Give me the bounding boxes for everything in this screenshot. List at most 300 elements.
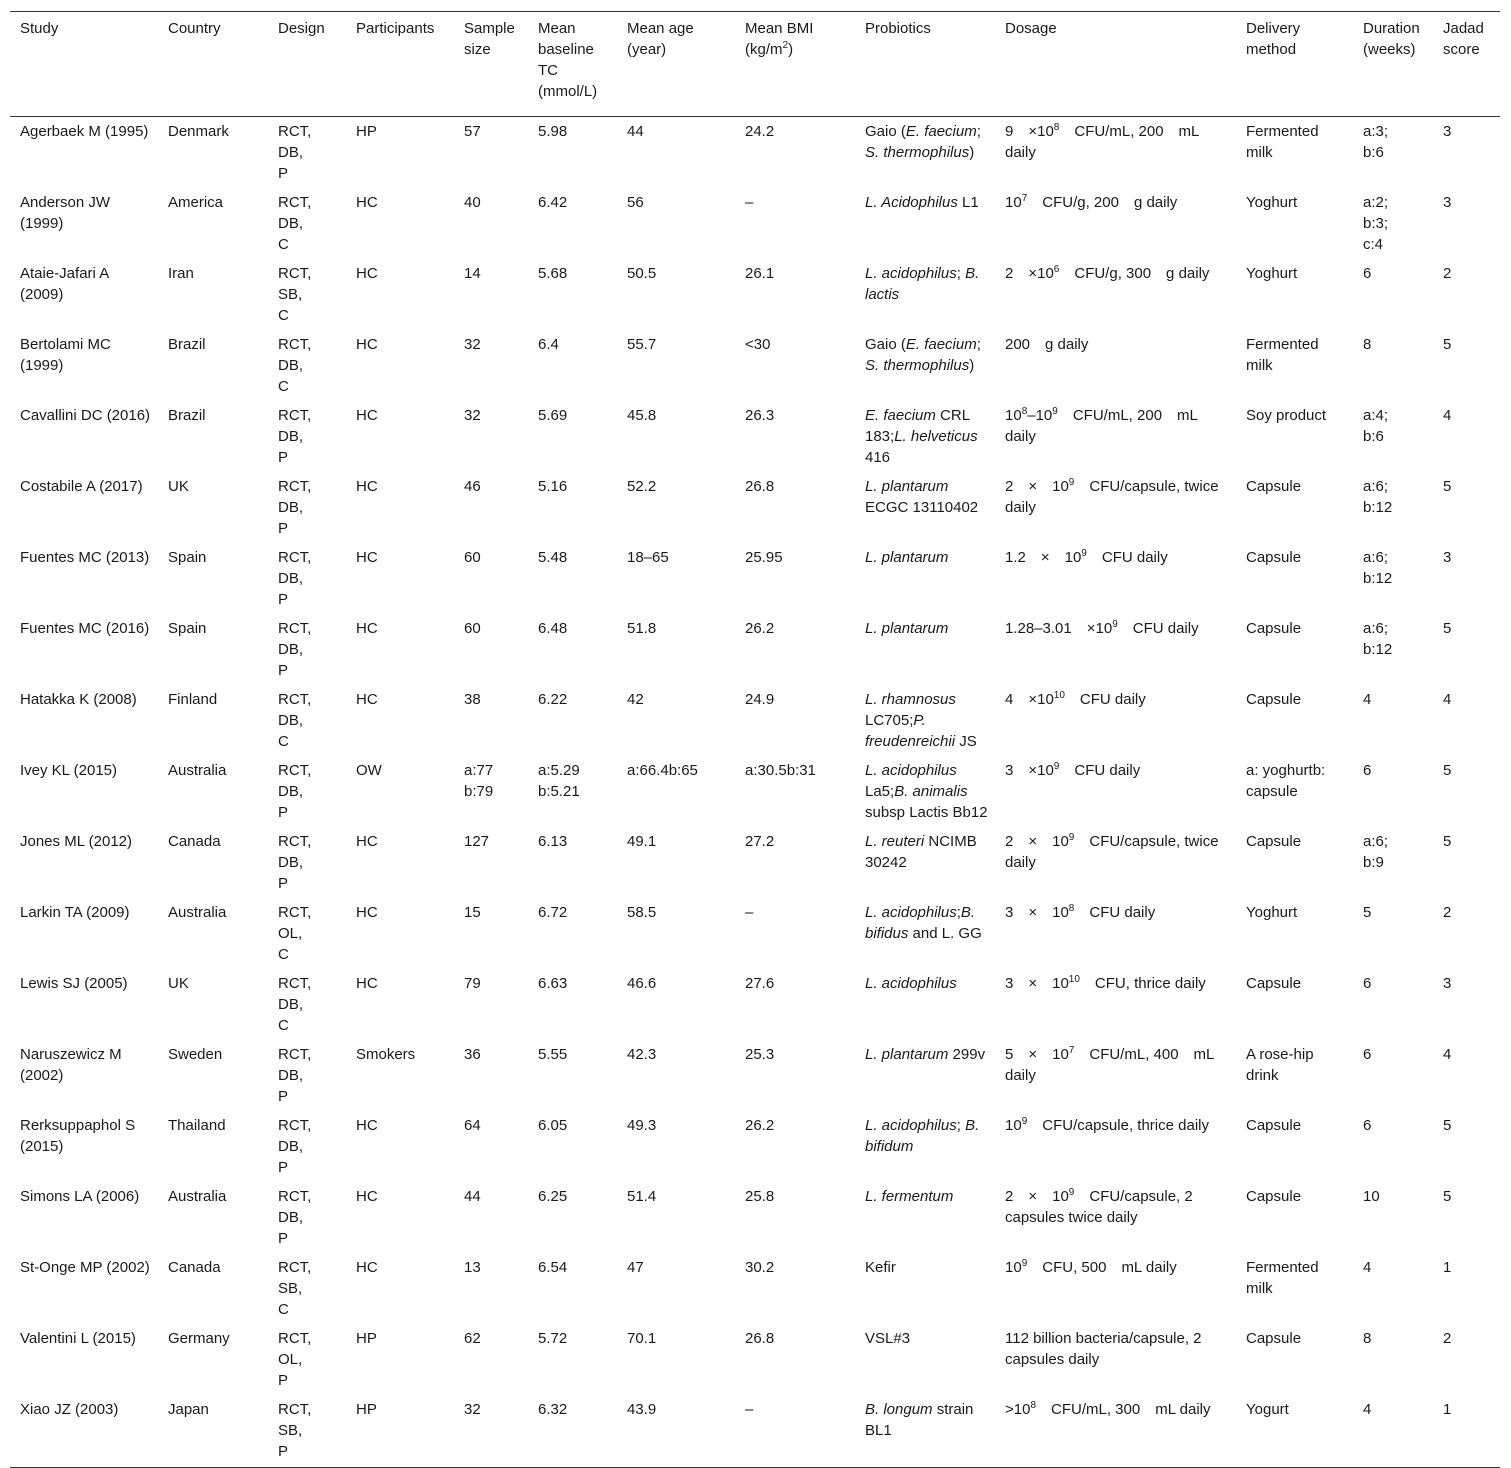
cell-design bbox=[268, 189, 346, 260]
design-line: OL, bbox=[278, 1351, 303, 1368]
cell-participants: HC bbox=[356, 975, 378, 992]
dosage-segment: CFU daily bbox=[1059, 762, 1141, 779]
cell-participants: HC bbox=[356, 265, 378, 282]
design-line: P bbox=[278, 875, 289, 892]
duration-line: 6 bbox=[1363, 265, 1372, 282]
cell-participants: HC bbox=[356, 336, 378, 353]
baseline_tc-line: b:5.21 bbox=[538, 783, 580, 800]
cell-study: Hatakka K (2008) bbox=[20, 691, 137, 708]
dosage-segment: 9 bbox=[1068, 832, 1075, 843]
duration-line: 4 bbox=[1363, 1259, 1372, 1276]
dosage-segment: 10 bbox=[1053, 690, 1065, 701]
cell-mean-bmi: 26.8 bbox=[745, 1330, 775, 1347]
dosage-segment: 4 ×10 bbox=[1005, 691, 1054, 708]
dosage-segment: 1.28–3.01 ×10 bbox=[1005, 620, 1113, 637]
cell-baseline-tc: 5.72 bbox=[538, 1330, 568, 1347]
cell-participants: HC bbox=[356, 833, 378, 850]
cell-mean-bmi: 26.2 bbox=[745, 1117, 775, 1134]
design-line: RCT, bbox=[278, 1401, 312, 1418]
duration-line: b:12 bbox=[1363, 641, 1393, 658]
dosage-segment: 5 × 10 bbox=[1005, 1046, 1069, 1063]
cell-participants: HC bbox=[356, 904, 378, 921]
dosage-segment: 2 × 10 bbox=[1005, 833, 1069, 850]
table-row bbox=[10, 1112, 1500, 1183]
cell-duration bbox=[1353, 402, 1433, 473]
probiotics-segment: L. plantarum bbox=[865, 1046, 949, 1063]
probiotics-segment: CRL 183; bbox=[865, 407, 970, 445]
cell-study: Naruszewicz M (2002) bbox=[20, 1046, 122, 1084]
dosage-segment: CFU/mL, 200 mL daily bbox=[1005, 407, 1198, 445]
cell-design bbox=[268, 1112, 346, 1183]
cell-mean-bmi: a:30.5b:31 bbox=[745, 762, 816, 779]
table-row bbox=[10, 757, 1500, 828]
probiotics-segment: L. acidophilus bbox=[865, 904, 957, 921]
dosage-segment: 10 bbox=[1005, 194, 1022, 211]
header-probiotics: Probiotics bbox=[865, 20, 931, 37]
cell-sample-size: 79 bbox=[464, 975, 481, 992]
dosage-segment: 9 bbox=[1053, 761, 1060, 772]
duration-line: 8 bbox=[1363, 336, 1372, 353]
duration-line: 4 bbox=[1363, 1401, 1372, 1418]
probiotics-segment: L. acidophilus bbox=[865, 762, 957, 779]
dosage-segment: CFU/mL, 300 mL daily bbox=[1036, 1401, 1211, 1418]
cell-sample-size: 44 bbox=[464, 1188, 481, 1205]
dosage-segment: 7 bbox=[1021, 193, 1028, 204]
cell-probiotics bbox=[855, 1041, 995, 1112]
cell-duration bbox=[1353, 1183, 1433, 1254]
cell-design bbox=[268, 686, 346, 757]
cell-jadad: 3 bbox=[1443, 975, 1452, 992]
dosage-segment: 9 bbox=[1112, 619, 1118, 630]
cell-sample-size: 32 bbox=[464, 336, 481, 353]
design-line: RCT, bbox=[278, 1330, 312, 1347]
dosage-segment: CFU daily bbox=[1074, 904, 1156, 921]
cell-design bbox=[268, 970, 346, 1041]
sample_size-line: b:79 bbox=[464, 783, 494, 800]
cell-study: Valentini L (2015) bbox=[20, 1330, 136, 1347]
dosage-segment: –10 bbox=[1027, 407, 1053, 424]
cell-dosage bbox=[995, 828, 1236, 899]
probiotics-segment: E. faecium bbox=[905, 336, 977, 353]
probiotics-segment: B. longum bbox=[865, 1401, 933, 1418]
cell-mean-age: 49.1 bbox=[627, 833, 657, 850]
design-line: SB, bbox=[278, 1280, 303, 1297]
cell-design bbox=[268, 260, 346, 331]
design-line: DB, bbox=[278, 144, 304, 161]
cell-participants: HC bbox=[356, 1188, 378, 1205]
dosage-segment: CFU daily bbox=[1064, 691, 1146, 708]
cell-sample-size: 40 bbox=[464, 194, 481, 211]
probiotics-segment: B. bifidum bbox=[865, 1117, 980, 1155]
probiotics-segment: L. acidophilus bbox=[865, 975, 957, 992]
cell-study: Bertolami MC (1999) bbox=[20, 336, 111, 374]
probiotics-segment: subsp Lactis Bb12 bbox=[865, 804, 988, 821]
cell-design bbox=[268, 331, 346, 402]
dosage-segment: CFU/g, 300 g daily bbox=[1059, 265, 1210, 282]
cell-country: America bbox=[168, 194, 224, 211]
table-row bbox=[10, 1254, 1500, 1325]
cell-jadad: 4 bbox=[1443, 407, 1452, 424]
dosage-segment: 9 bbox=[1021, 1258, 1028, 1269]
cell-delivery: Capsule bbox=[1246, 549, 1302, 566]
cell-jadad: 2 bbox=[1443, 904, 1452, 921]
dosage-segment: CFU/capsule, 2 capsules twice daily bbox=[1005, 1188, 1193, 1226]
table-header bbox=[10, 12, 1500, 117]
dosage-segment: CFU, 500 mL daily bbox=[1027, 1259, 1177, 1276]
duration-line: a:6; bbox=[1363, 478, 1389, 495]
cell-delivery: Capsule bbox=[1246, 691, 1302, 708]
cell-baseline-tc: 6.05 bbox=[538, 1117, 568, 1134]
cell-dosage bbox=[995, 757, 1236, 828]
cell-mean-bmi: – bbox=[745, 194, 754, 211]
table-row bbox=[10, 473, 1500, 544]
probiotics-segment: 299v bbox=[948, 1046, 986, 1063]
duration-line: 6 bbox=[1363, 762, 1372, 779]
design-line: DB, bbox=[278, 499, 304, 516]
duration-line: b:6 bbox=[1363, 144, 1384, 161]
probiotics-segment: VSL#3 bbox=[865, 1330, 911, 1347]
design-line: RCT, bbox=[278, 478, 312, 495]
cell-baseline-tc: 6.25 bbox=[538, 1188, 568, 1205]
dosage-segment: 9 bbox=[1052, 406, 1058, 417]
cell-baseline-tc: 6.32 bbox=[538, 1401, 568, 1418]
design-line: DB, bbox=[278, 783, 304, 800]
design-line: P bbox=[278, 1088, 289, 1105]
cell-sample-size: 14 bbox=[464, 265, 481, 282]
design-line: C bbox=[278, 236, 289, 253]
cell-country: Australia bbox=[168, 762, 227, 779]
cell-jadad: 4 bbox=[1443, 1046, 1452, 1063]
cell-study: Rerksuppaphol S (2015) bbox=[20, 1117, 136, 1155]
cell-country: Denmark bbox=[168, 123, 229, 140]
cell-mean-bmi: 30.2 bbox=[745, 1259, 775, 1276]
cell-sample-size: 62 bbox=[464, 1330, 481, 1347]
header-study: Study bbox=[20, 20, 59, 37]
cell-mean-age: 56 bbox=[627, 194, 644, 211]
cell-country: Canada bbox=[168, 833, 221, 850]
cell-mean-age: 44 bbox=[627, 123, 644, 140]
design-line: RCT, bbox=[278, 762, 312, 779]
cell-mean-bmi: 25.8 bbox=[745, 1188, 775, 1205]
table-row bbox=[10, 544, 1500, 615]
cell-probiotics bbox=[855, 1183, 995, 1254]
probiotics-segment: L1 bbox=[957, 194, 979, 211]
cell-delivery: A rose-hip drink bbox=[1246, 1046, 1314, 1084]
dosage-segment: 2 × 10 bbox=[1005, 478, 1069, 495]
cell-participants: HC bbox=[356, 1259, 378, 1276]
header-mean-bmi bbox=[735, 12, 855, 117]
header-baseline-tc: Mean baseline TC (mmol/L) bbox=[538, 20, 598, 100]
cell-probiotics bbox=[855, 1396, 995, 1468]
cell-mean-age: 55.7 bbox=[627, 336, 657, 353]
cell-probiotics bbox=[855, 1254, 995, 1325]
header-dosage: Dosage bbox=[1005, 20, 1057, 37]
cell-probiotics bbox=[855, 117, 995, 190]
cell-duration bbox=[1353, 1325, 1433, 1396]
cell-dosage bbox=[995, 402, 1236, 473]
duration-line: b:9 bbox=[1363, 854, 1384, 871]
probiotics-segment: L. helveticus bbox=[894, 428, 978, 445]
design-line: C bbox=[278, 733, 289, 750]
cell-dosage bbox=[995, 1041, 1236, 1112]
design-line: RCT, bbox=[278, 620, 312, 637]
duration-line: a:2; bbox=[1363, 194, 1389, 211]
cell-country: Spain bbox=[168, 620, 207, 637]
cell-dosage bbox=[995, 544, 1236, 615]
cell-sample-size: 127 bbox=[464, 833, 490, 850]
cell-jadad: 3 bbox=[1443, 549, 1452, 566]
table-row bbox=[10, 970, 1500, 1041]
design-line: RCT, bbox=[278, 904, 312, 921]
design-line: RCT, bbox=[278, 407, 312, 424]
design-line: C bbox=[278, 946, 289, 963]
dosage-segment: 10 bbox=[1005, 1259, 1022, 1276]
table-row bbox=[10, 260, 1500, 331]
cell-mean-age: 43.9 bbox=[627, 1401, 657, 1418]
design-line: RCT, bbox=[278, 1259, 312, 1276]
cell-country: Thailand bbox=[168, 1117, 226, 1134]
dosage-segment: 2 × 10 bbox=[1005, 1188, 1069, 1205]
dosage-segment: 3 × 10 bbox=[1005, 904, 1069, 921]
cell-country: Brazil bbox=[168, 336, 206, 353]
cell-duration bbox=[1353, 686, 1433, 757]
probiotics-segment: ) bbox=[969, 357, 975, 374]
cell-duration bbox=[1353, 970, 1433, 1041]
design-line: RCT, bbox=[278, 123, 312, 140]
cell-mean-bmi: 26.2 bbox=[745, 620, 775, 637]
design-line: C bbox=[278, 378, 289, 395]
table-row bbox=[10, 1396, 1500, 1468]
cell-participants: OW bbox=[356, 762, 382, 779]
cell-dosage bbox=[995, 970, 1236, 1041]
cell-jadad: 1 bbox=[1443, 1259, 1452, 1276]
table-body bbox=[10, 117, 1500, 1468]
design-line: P bbox=[278, 804, 289, 821]
cell-delivery: Fermented milk bbox=[1246, 123, 1319, 161]
cell-probiotics bbox=[855, 615, 995, 686]
probiotics-segment: B. animalis bbox=[894, 783, 968, 800]
design-line: RCT, bbox=[278, 691, 312, 708]
header-design: Design bbox=[278, 20, 325, 37]
cell-participants: HC bbox=[356, 478, 378, 495]
probiotics-segment: S. thermophilus bbox=[865, 357, 970, 374]
header-mean-age: Mean age (year) bbox=[627, 20, 694, 58]
probiotics-segment: B. bifidus bbox=[865, 904, 976, 942]
dosage-segment: 10 bbox=[1005, 407, 1022, 424]
cell-study: Agerbaek M (1995) bbox=[20, 123, 149, 140]
cell-country: Australia bbox=[168, 904, 227, 921]
cell-delivery: Capsule bbox=[1246, 1330, 1302, 1347]
cell-jadad: 5 bbox=[1443, 762, 1452, 779]
cell-probiotics bbox=[855, 473, 995, 544]
cell-delivery: Fermented milk bbox=[1246, 336, 1319, 374]
dosage-segment: CFU daily bbox=[1117, 620, 1199, 637]
dosage-segment: 112 billion bacteria/capsule, 2 capsules daily bbox=[1005, 1330, 1202, 1368]
cell-participants: HP bbox=[356, 123, 377, 140]
duration-line: b:12 bbox=[1363, 570, 1393, 587]
cell-mean-age: 70.1 bbox=[627, 1330, 657, 1347]
design-line: P bbox=[278, 449, 289, 466]
duration-line: a:6; bbox=[1363, 833, 1389, 850]
cell-baseline-tc: 5.69 bbox=[538, 407, 568, 424]
cell-delivery: Yoghurt bbox=[1246, 904, 1298, 921]
cell-duration bbox=[1353, 1396, 1433, 1468]
cell-duration bbox=[1353, 544, 1433, 615]
cell-jadad: 5 bbox=[1443, 620, 1452, 637]
cell-study: Fuentes MC (2016) bbox=[20, 620, 150, 637]
dosage-segment: >10 bbox=[1005, 1401, 1031, 1418]
cell-study: Lewis SJ (2005) bbox=[20, 975, 128, 992]
cell-baseline-tc: 5.16 bbox=[538, 478, 568, 495]
cell-baseline-tc: 5.98 bbox=[538, 123, 568, 140]
cell-sample-size: 46 bbox=[464, 478, 481, 495]
cell-participants: HP bbox=[356, 1330, 377, 1347]
cell-country: UK bbox=[168, 478, 189, 495]
probiotics-segment: P. freudenreichii bbox=[865, 712, 956, 750]
table-row bbox=[10, 828, 1500, 899]
cell-duration bbox=[1353, 473, 1433, 544]
cell-mean-bmi: 25.95 bbox=[745, 549, 783, 566]
cell-sample-size: 36 bbox=[464, 1046, 481, 1063]
cell-design bbox=[268, 544, 346, 615]
dosage-segment: 10 bbox=[1005, 1117, 1022, 1134]
duration-line: b:3; bbox=[1363, 215, 1389, 232]
probiotics-segment: L. reuteri bbox=[865, 833, 925, 850]
design-line: SB, bbox=[278, 286, 303, 303]
design-line: RCT, bbox=[278, 1188, 312, 1205]
cell-dosage bbox=[995, 473, 1236, 544]
cell-study: Xiao JZ (2003) bbox=[20, 1401, 119, 1418]
dosage-segment: 8 bbox=[1068, 903, 1075, 914]
cell-jadad: 4 bbox=[1443, 691, 1452, 708]
cell-participants: HC bbox=[356, 1117, 378, 1134]
dosage-segment: CFU/mL, 400 mL daily bbox=[1005, 1046, 1214, 1084]
probiotics-segment: L. acidophilus bbox=[865, 265, 957, 282]
duration-line: 6 bbox=[1363, 1117, 1372, 1134]
cell-delivery: Capsule bbox=[1246, 478, 1302, 495]
design-line: P bbox=[278, 1443, 289, 1460]
duration-line: 10 bbox=[1363, 1188, 1380, 1205]
header-country: Country bbox=[168, 20, 221, 37]
cell-duration bbox=[1353, 117, 1433, 190]
header-delivery: Delivery method bbox=[1246, 20, 1301, 58]
cell-jadad: 2 bbox=[1443, 1330, 1452, 1347]
cell-design bbox=[268, 828, 346, 899]
cell-mean-bmi: 24.9 bbox=[745, 691, 775, 708]
design-line: P bbox=[278, 1230, 289, 1247]
dosage-segment: 6 bbox=[1053, 264, 1060, 275]
design-line: RCT, bbox=[278, 1046, 312, 1063]
table-row bbox=[10, 1183, 1500, 1254]
dosage-segment: CFU/capsule, twice daily bbox=[1005, 833, 1219, 871]
cell-jadad: 3 bbox=[1443, 194, 1452, 211]
table-row bbox=[10, 189, 1500, 260]
design-line: DB, bbox=[278, 1067, 304, 1084]
cell-delivery: Yoghurt bbox=[1246, 265, 1298, 282]
cell-jadad: 2 bbox=[1443, 265, 1452, 282]
cell-participants: Smokers bbox=[356, 1046, 416, 1063]
dosage-segment: 9 bbox=[1081, 548, 1087, 559]
header-duration: Duration (weeks) bbox=[1363, 20, 1420, 58]
design-line: DB, bbox=[278, 1209, 304, 1226]
cell-baseline-tc bbox=[528, 757, 617, 828]
cell-dosage bbox=[995, 1396, 1236, 1468]
cell-probiotics bbox=[855, 189, 995, 260]
design-line: P bbox=[278, 662, 289, 679]
cell-probiotics bbox=[855, 686, 995, 757]
cell-sample-size: 38 bbox=[464, 691, 481, 708]
cell-delivery: Capsule bbox=[1246, 620, 1302, 637]
dosage-segment: 3 ×10 bbox=[1005, 762, 1054, 779]
cell-study: Ataie-Jafari A (2009) bbox=[20, 265, 109, 303]
dosage-segment: CFU/capsule, twice daily bbox=[1005, 478, 1219, 516]
cell-duration bbox=[1353, 1112, 1433, 1183]
duration-line: 4 bbox=[1363, 691, 1372, 708]
cell-baseline-tc: 6.72 bbox=[538, 904, 568, 921]
design-line: DB, bbox=[278, 215, 304, 232]
probiotics-segment: L. fermentum bbox=[865, 1188, 954, 1205]
dosage-segment: 1.2 × 10 bbox=[1005, 549, 1082, 566]
cell-dosage bbox=[995, 615, 1236, 686]
probiotics-segment: ) bbox=[969, 144, 975, 161]
dosage-segment: 7 bbox=[1068, 1045, 1075, 1056]
dosage-segment: CFU daily bbox=[1086, 549, 1168, 566]
cell-mean-bmi: 25.3 bbox=[745, 1046, 775, 1063]
cell-delivery: Capsule bbox=[1246, 833, 1302, 850]
cell-study: Anderson JW (1999) bbox=[20, 194, 111, 232]
cell-mean-age: 58.5 bbox=[627, 904, 657, 921]
probiotics-segment: ECGC 13110402 bbox=[865, 499, 979, 516]
cell-sample-size: 32 bbox=[464, 407, 481, 424]
dosage-segment: 9 ×10 bbox=[1005, 123, 1054, 140]
dosage-segment: 8 bbox=[1053, 122, 1060, 133]
duration-line: 6 bbox=[1363, 1046, 1372, 1063]
design-line: RCT, bbox=[278, 549, 312, 566]
study-characteristics-table bbox=[10, 11, 1500, 1468]
duration-line: c:4 bbox=[1363, 236, 1384, 253]
cell-country: Australia bbox=[168, 1188, 227, 1205]
cell-baseline-tc: 5.68 bbox=[538, 265, 568, 282]
cell-dosage bbox=[995, 1183, 1236, 1254]
cell-country: Germany bbox=[168, 1330, 230, 1347]
cell-duration bbox=[1353, 899, 1433, 970]
design-line: DB, bbox=[278, 854, 304, 871]
cell-jadad: 5 bbox=[1443, 833, 1452, 850]
cell-baseline-tc: 6.54 bbox=[538, 1259, 568, 1276]
cell-duration bbox=[1353, 189, 1433, 260]
header-mean-bmi-suffix: ) bbox=[788, 41, 794, 58]
design-line: P bbox=[278, 1372, 289, 1389]
design-line: RCT, bbox=[278, 975, 312, 992]
probiotics-segment: ; bbox=[956, 904, 961, 921]
cell-study: St-Onge MP (2002) bbox=[20, 1259, 150, 1276]
probiotics-segment: L. rhamnosus bbox=[865, 691, 956, 708]
cell-duration bbox=[1353, 828, 1433, 899]
cell-mean-age: 42.3 bbox=[627, 1046, 657, 1063]
cell-duration bbox=[1353, 757, 1433, 828]
design-line: DB, bbox=[278, 570, 304, 587]
probiotics-segment: ; bbox=[956, 265, 966, 282]
duration-line: b:6 bbox=[1363, 428, 1384, 445]
cell-mean-age: 50.5 bbox=[627, 265, 657, 282]
cell-duration bbox=[1353, 260, 1433, 331]
design-line: DB, bbox=[278, 641, 304, 658]
cell-country: Finland bbox=[168, 691, 218, 708]
header-mean-bmi-sup: 2 bbox=[782, 40, 789, 51]
dosage-segment: 2 ×10 bbox=[1005, 265, 1054, 282]
cell-participants: HC bbox=[356, 691, 378, 708]
cell-study: Cavallini DC (2016) bbox=[20, 407, 151, 424]
